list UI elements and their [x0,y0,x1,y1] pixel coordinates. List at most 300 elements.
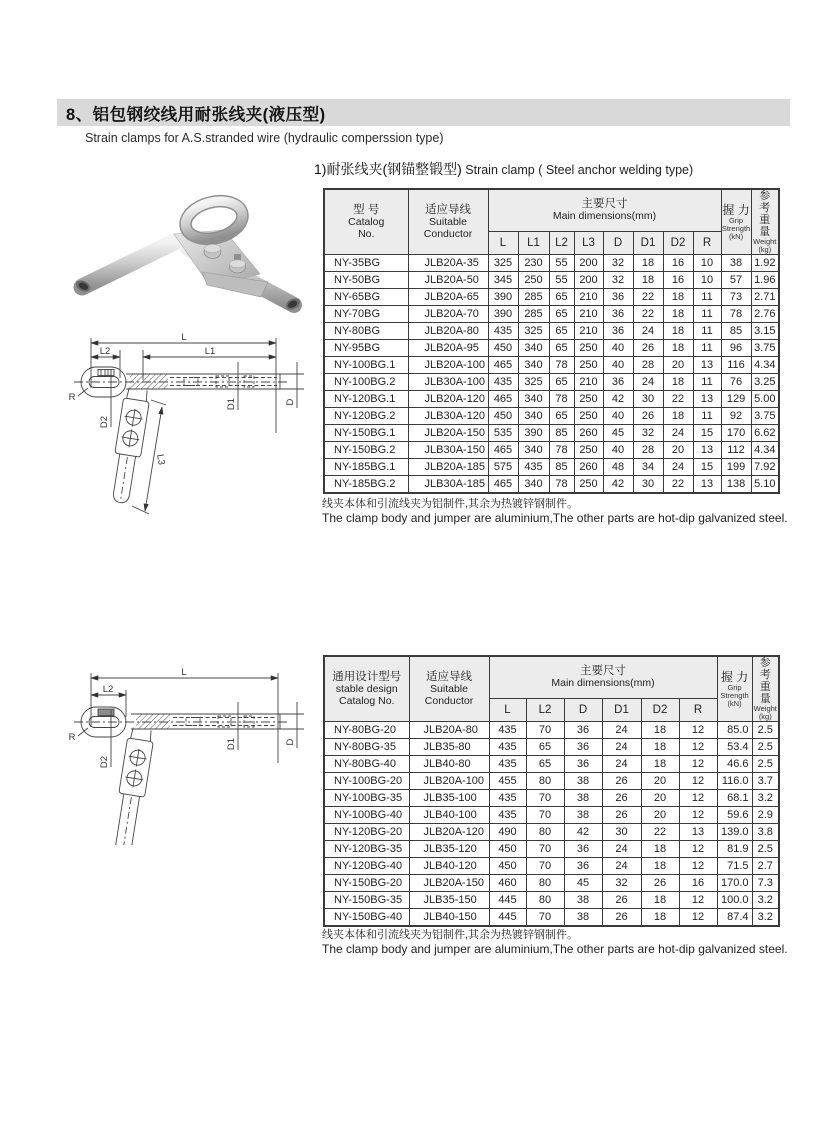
table-cell: NY-120BG.2 [324,408,408,425]
table-cell: 200 [574,255,603,272]
table-cell: NY-100BG.2 [324,374,408,391]
table-cell: 30 [633,391,663,408]
table-cell: 112 [721,442,751,459]
page-title-bar [57,99,790,126]
table-cell: JLB20A-70 [408,306,488,323]
table-cell: 40 [603,408,633,425]
table-cell: 465 [488,357,518,374]
table-cell: 55 [549,272,574,289]
table-cell: 22 [633,306,663,323]
table-cell: 65 [549,323,574,340]
table-cell: NY-70BG [324,306,408,323]
table-cell: 250 [574,476,603,494]
table-cell: 455 [489,773,526,790]
table-cell: 76 [721,374,751,391]
table-cell: 26 [602,807,641,824]
table-cell: 36 [603,374,633,391]
table-cell: 210 [574,306,603,323]
table-cell: NY-100BG-35 [324,790,409,807]
table-cell: 200 [574,272,603,289]
table-row [324,722,779,739]
table-row [324,858,779,875]
dim-label-l2: L2 [102,684,114,695]
table-row [324,408,779,425]
table-cell: NY-150BG.2 [324,442,408,459]
table-cell: 11 [693,340,721,357]
table-row [324,272,779,289]
table-cell: 78 [549,476,574,494]
dim-col-D1: D1 [602,699,641,722]
table-cell: 24 [602,722,641,739]
table-cell: 42 [603,476,633,494]
table-body [324,722,779,927]
table-cell: 85 [549,425,574,442]
table-cell: 38 [564,790,602,807]
table-row [324,357,779,374]
table-cell: NY-150BG-20 [324,875,409,892]
dim-col-L2: L2 [526,699,564,722]
table-cell: 30 [602,824,641,841]
table-cell: 36 [603,306,633,323]
table-cell: 22 [663,476,693,494]
table-cell: 260 [574,459,603,476]
table-cell: 70 [526,909,564,927]
table-row [324,340,779,357]
table-cell: JLB20A-50 [408,272,488,289]
table-cell: 13 [693,391,721,408]
table-cell: 13 [693,442,721,459]
table-cell: 70 [526,807,564,824]
section-title-zh: 1)耐张线夹(钢锚整锻型) [314,161,462,177]
dim-col-D2: D2 [641,699,679,722]
table-cell: 465 [488,476,518,494]
table-row [324,374,779,391]
table-cell: 250 [518,272,549,289]
table-cell: 2.76 [751,306,779,323]
table-cell: JLB20A-80 [409,722,489,739]
table-cell: 85 [549,459,574,476]
table-cell: 36 [564,841,602,858]
table-cell: 129 [721,391,751,408]
table-cell: 42 [603,391,633,408]
table-cell: NY-35BG [324,255,408,272]
table-cell: 450 [489,858,526,875]
table-cell: 250 [574,340,603,357]
table-cell: 26 [602,909,641,927]
table-cell: 18 [641,858,679,875]
table-cell: JLB20A-100 [408,357,488,374]
table-cell: 22 [663,391,693,408]
dim-col-L: L [489,699,526,722]
table-cell: 260 [574,425,603,442]
table-cell: 490 [489,824,526,841]
table-cell: 340 [518,476,549,494]
table-row [324,790,779,807]
table-cell: 3.75 [751,408,779,425]
note-en: The clamp body and jumper are aluminium,The other parts are hot-dip galvanized steel. [322,942,788,956]
table-cell: 70 [526,790,564,807]
table-row [324,442,779,459]
table-cell: 3.25 [751,374,779,391]
table-cell: 80 [526,875,564,892]
table-cell: 3.8 [752,824,779,841]
table-cell: 59.6 [717,807,752,824]
table-cell: 36 [564,722,602,739]
table-cell: 435 [518,459,549,476]
table-cell: NY-185BG.1 [324,459,408,476]
table-cell: 12 [679,909,717,927]
table-cell: 340 [518,357,549,374]
table-cell: 85 [721,323,751,340]
table-cell: 2.5 [752,756,779,773]
table-cell: 12 [679,892,717,909]
table-row [324,306,779,323]
table-cell: 26 [602,790,641,807]
table-cell: 70 [526,841,564,858]
table-cell: NY-80BG-20 [324,722,409,739]
table-cell: 78 [721,306,751,323]
table-cell: 285 [518,306,549,323]
spec-table-1 [323,188,780,494]
table-cell: 2.5 [752,739,779,756]
table-cell: JLB40-150 [409,909,489,927]
table-cell: 2.7 [752,858,779,875]
table-cell: JLB20A-120 [409,824,489,841]
col-header-dimensions: 主要尺寸 Main dimensions(mm) [488,189,721,232]
table-cell: 32 [603,272,633,289]
table-row [324,289,779,306]
table-cell: 18 [641,722,679,739]
table-cell: 435 [488,323,518,340]
table-cell: 4.34 [751,442,779,459]
table-cell: JLB20A-185 [408,459,488,476]
table-cell: 65 [549,374,574,391]
table-cell: 45 [564,875,602,892]
table-cell: 6.62 [751,425,779,442]
table-cell: 340 [518,340,549,357]
note-zh: 线夹本体和引流线夹为铝制件,其余为热镀锌钢制件。 [322,929,579,941]
table-cell: 250 [574,408,603,425]
table-cell: 28 [633,357,663,374]
table-cell: 24 [602,841,641,858]
table-body [324,255,779,494]
dim-label-l1: L1 [204,346,216,357]
table-cell: 24 [602,739,641,756]
dim-label-l3: L3 [154,453,167,466]
material-note-2 [322,928,792,956]
table-cell: 18 [641,909,679,927]
table-cell: 18 [633,272,663,289]
table-cell: 85.0 [717,722,752,739]
table-cell: 3.7 [752,773,779,790]
table-cell: 18 [663,289,693,306]
table-cell: 325 [488,255,518,272]
table-cell: JLB20A-35 [408,255,488,272]
table-cell: 12 [679,858,717,875]
table-cell: NY-80BG-40 [324,756,409,773]
dim-col-R: R [693,232,721,255]
table-cell: NY-80BG-35 [324,739,409,756]
table-cell: JLB20A-150 [408,425,488,442]
table-cell: 15 [693,459,721,476]
table-cell: 435 [489,722,526,739]
table-cell: 68.1 [717,790,752,807]
table-cell: 11 [693,374,721,391]
section-title [314,159,693,179]
table-cell: 3.15 [751,323,779,340]
table-cell: 30 [633,476,663,494]
table-cell: 87.4 [717,909,752,927]
col-header-catalog: 通用设计型号 stable design Catalog No. [324,656,409,722]
table-cell: JLB30A-150 [408,442,488,459]
table-cell: NY-100BG-20 [324,773,409,790]
table-cell: 230 [518,255,549,272]
dim-col-L: L [488,232,518,255]
table-cell: 2.5 [752,722,779,739]
table-row [324,756,779,773]
dim-label-d2: D2 [99,755,110,769]
col-header-weight: 参考重量 Weight (kg) [752,656,779,722]
dim-label-d1: D1 [226,737,237,751]
table-cell: 32 [603,255,633,272]
table-cell: JLB35-100 [409,790,489,807]
table-cell: 20 [641,790,679,807]
table-cell: 12 [679,807,717,824]
table-cell: 32 [633,425,663,442]
table-cell: JLB20A-100 [409,773,489,790]
table-cell: 7.92 [751,459,779,476]
table-cell: NY-65BG [324,289,408,306]
table-cell: 390 [488,289,518,306]
table-cell: 13 [679,824,717,841]
table-row [324,909,779,927]
material-note-1 [322,497,792,525]
table-cell: 24 [602,858,641,875]
table-cell: 1.96 [751,272,779,289]
table-cell: 38 [564,909,602,927]
table-cell: NY-120BG-40 [324,858,409,875]
table-cell: 4.34 [751,357,779,374]
table-cell: 38 [721,255,751,272]
table-cell: 2.5 [752,841,779,858]
table-cell: 36 [564,756,602,773]
table-cell: 12 [679,841,717,858]
dim-label-l2: L2 [99,346,111,357]
table-cell: JLB35-80 [409,739,489,756]
table-cell: 18 [641,841,679,858]
table-cell: 16 [679,875,717,892]
table-cell: NY-95BG [324,340,408,357]
table-cell: 55 [549,255,574,272]
table-cell: 435 [489,790,526,807]
table-cell: 28 [633,442,663,459]
table-cell: 12 [679,756,717,773]
table-cell: 18 [663,306,693,323]
table-cell: 10 [693,272,721,289]
table-cell: JLB40-100 [409,807,489,824]
table-cell: JLB40-80 [409,756,489,773]
table-cell: 445 [489,909,526,927]
table-cell: 325 [518,374,549,391]
table-cell: 53.4 [717,739,752,756]
table-cell: 78 [549,442,574,459]
table-cell: 46.6 [717,756,752,773]
table-cell: 465 [488,442,518,459]
table-cell: 78 [549,391,574,408]
table-cell: 65 [526,756,564,773]
table-cell: 460 [489,875,526,892]
dim-label-r: R [68,392,76,403]
table-cell: 250 [574,391,603,408]
table-cell: 36 [564,739,602,756]
table-cell: 340 [518,442,549,459]
table-cell: 38 [564,892,602,909]
table-cell: 390 [518,425,549,442]
dimension-drawing-2 [58,645,310,845]
table-cell: 11 [693,323,721,340]
table-cell: 20 [641,807,679,824]
table-cell: 1.92 [751,255,779,272]
table-cell: 210 [574,323,603,340]
table-cell: JLB35-150 [409,892,489,909]
spec-table-2 [323,655,780,927]
table-row [324,476,779,494]
table-cell: 435 [489,756,526,773]
table-cell: 80 [526,773,564,790]
table-row [324,391,779,408]
table-cell: JLB20A-80 [408,323,488,340]
table-cell: JLB30A-120 [408,408,488,425]
table-cell: 24 [663,459,693,476]
dim-label-d: D [285,738,296,746]
table-cell: 340 [518,408,549,425]
dim-col-L1: L1 [518,232,549,255]
col-header-grip: 握 力 Grip Strength (kN) [717,656,752,722]
table-cell: 22 [641,824,679,841]
table-cell: NY-150BG-40 [324,909,409,927]
table-row [324,824,779,841]
table-cell: 65 [549,289,574,306]
table-cell: 450 [488,340,518,357]
table-row [324,459,779,476]
table-cell: 3.2 [752,892,779,909]
table-cell: 73 [721,289,751,306]
dim-label-d2: D2 [99,415,110,429]
table-cell: 18 [641,892,679,909]
table-cell: 435 [489,807,526,824]
table-cell: 116.0 [717,773,752,790]
table-row [324,875,779,892]
table-row [324,323,779,340]
table-cell: 26 [602,773,641,790]
table-cell: 445 [489,892,526,909]
table-cell: NY-150BG.1 [324,425,408,442]
table-cell: 96 [721,340,751,357]
table-cell: 26 [602,892,641,909]
table-cell: 3.2 [752,909,779,927]
table-cell: 80 [526,892,564,909]
table-cell: 34 [633,459,663,476]
col-header-grip: 握 力 Grip Strength (kN) [721,189,751,255]
table-cell: 210 [574,289,603,306]
table-cell: 2.9 [752,807,779,824]
table-row [324,807,779,824]
table-cell: NY-80BG [324,323,408,340]
table-cell: 78 [549,357,574,374]
table-cell: 24 [602,756,641,773]
table-cell: 138 [721,476,751,494]
table-cell: 2.71 [751,289,779,306]
table-cell: JLB20A-120 [408,391,488,408]
dim-col-L2: L2 [549,232,574,255]
table-cell: 81.9 [717,841,752,858]
col-header-weight: 参考重量 Weight (kg) [751,189,779,255]
table-cell: 16 [663,272,693,289]
table-cell: JLB20A-95 [408,340,488,357]
table-cell: 38 [564,773,602,790]
table-cell: 92 [721,408,751,425]
table-cell: 36 [603,323,633,340]
table-cell: NY-50BG [324,272,408,289]
dim-label-l: L [181,667,187,678]
dim-label-d1: D1 [226,397,237,411]
table-cell: JLB30A-185 [408,476,488,494]
table-cell: 24 [633,374,663,391]
table-cell: NY-150BG-35 [324,892,409,909]
product-photo [62,186,314,328]
table-cell: 20 [663,442,693,459]
dim-col-L3: L3 [574,232,603,255]
table-cell: 40 [603,442,633,459]
table-cell: 36 [603,289,633,306]
table-cell: NY-120BG-20 [324,824,409,841]
table-row [324,892,779,909]
table-cell: 450 [489,841,526,858]
table-cell: 12 [679,790,717,807]
table-cell: 71.5 [717,858,752,875]
table-cell: 345 [488,272,518,289]
table-cell: JLB40-120 [409,858,489,875]
dim-col-R: R [679,699,717,722]
dim-label-d: D [285,398,296,406]
table-cell: JLB35-120 [409,841,489,858]
table-cell: 10 [693,255,721,272]
table-cell: 65 [549,340,574,357]
table-row [324,773,779,790]
table-cell: NY-185BG.2 [324,476,408,494]
table-cell: 7.3 [752,875,779,892]
table-cell: 70 [526,722,564,739]
table-cell: 390 [488,306,518,323]
table-cell: 65 [549,306,574,323]
dimension-drawing-1 [58,330,310,525]
table-cell: 11 [693,306,721,323]
table-cell: 24 [633,323,663,340]
table-cell: 18 [633,255,663,272]
table-cell: 22 [633,289,663,306]
table-cell: 450 [488,408,518,425]
table-cell: 116 [721,357,751,374]
table-cell: 12 [679,722,717,739]
note-zh: 线夹本体和引流线夹为铝制件,其余为热镀锌钢制件。 [322,498,579,510]
table-cell: NY-120BG.1 [324,391,408,408]
table-cell: 18 [663,408,693,425]
table-cell: 40 [603,357,633,374]
table-cell: 5.00 [751,391,779,408]
page-title: 8、铝包钢绞线用耐张线夹(液压型) [66,105,326,124]
table-cell: 16 [663,255,693,272]
table-cell: 65 [549,408,574,425]
